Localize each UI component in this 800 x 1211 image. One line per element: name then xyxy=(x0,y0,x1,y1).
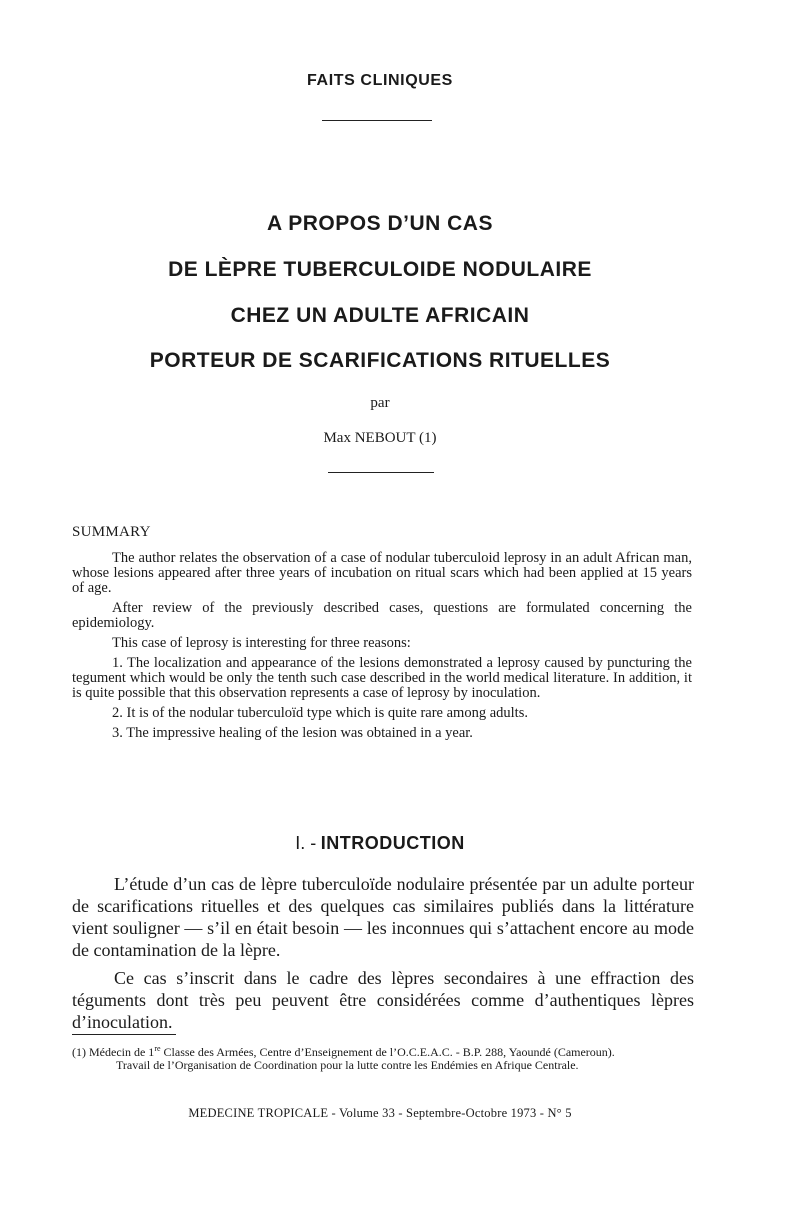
journal-footer: MEDECINE TROPICALE - Volume 33 - Septembre-Octobre 1973 - N° 5 xyxy=(188,1106,572,1120)
body-paragraph: L’étude d’un cas de lèpre tuberculoïde nodulaire présentée par un adulte porteur de scarifications rituelles et des quelques cas similaires publiés dans la littérature vient souligner — s’il en était besoin — les inconnues qui s’attachent encore au mode de contamination de la lèpre. xyxy=(72,874,694,960)
summary-body xyxy=(72,551,692,746)
summary-paragraph: 2. It is of the nodular tuberculoïd type which is quite rare among adults. xyxy=(112,705,528,721)
introduction-heading xyxy=(0,833,760,854)
introduction-body xyxy=(72,873,694,1039)
byline-par: par xyxy=(370,395,390,411)
introduction-title: INTRODUCTION xyxy=(320,833,465,853)
footnote-1: (1) Médecin de 1re Classe des Armées, Centre d’Enseignement de l’O.C.E.A.C. - B.P. 288, Yaoundé (Cameroun). xyxy=(72,1044,615,1059)
author-name: Max NEBOUT (1) xyxy=(323,430,437,446)
summary-paragraph: After review of the previously described cases, questions are formulated concerning the epidemiology. xyxy=(72,600,692,631)
body-paragraph: Ce cas s’inscrit dans le cadre des lèpres secondaires à une effraction des téguments dont très peu peuvent être considérées comme d’authentiques lèpres d’inoculation. xyxy=(72,968,694,1032)
summary-paragraph: This case of leprosy is interesting for three reasons: xyxy=(112,635,411,651)
author-rule xyxy=(328,472,434,473)
footnotes xyxy=(72,1046,692,1072)
title-line-4: PORTEUR DE SCARIFICATIONS RITUELLES xyxy=(149,349,611,372)
title-line-2: DE LÈPRE TUBERCULOIDE NODULAIRE xyxy=(168,258,592,281)
summary-paragraph: 1. The localization and appearance of the lesions demonstrated a leprosy caused by puncturing the tegument which would be only the tenth such case described in the world medical literature. In addition, it is quite possible that this observation represents a case of leprosy by inoculation. xyxy=(72,655,692,701)
title-line-1: A PROPOS D’UN CAS xyxy=(267,212,493,235)
footnote-rule xyxy=(72,1034,176,1035)
footnote-2: Travail de l’Organisation de Coordination pour la lutte contre les Endémies en Afrique Centrale. xyxy=(116,1058,579,1072)
introduction-number: I. - xyxy=(295,833,317,853)
section-title: FAITS CLINIQUES xyxy=(307,72,453,89)
header-rule xyxy=(322,120,432,121)
title-line-3: CHEZ UN ADULTE AFRICAIN xyxy=(230,304,530,327)
summary-heading: SUMMARY xyxy=(72,524,151,540)
summary-paragraph: 3. The impressive healing of the lesion was obtained in a year. xyxy=(112,725,473,741)
summary-paragraph: The author relates the observation of a case of nodular tuberculoid leprosy in an adult African man, whose lesions appeared after three years of incubation on ritual scars which had been applied at 15 years of age. xyxy=(72,550,692,596)
